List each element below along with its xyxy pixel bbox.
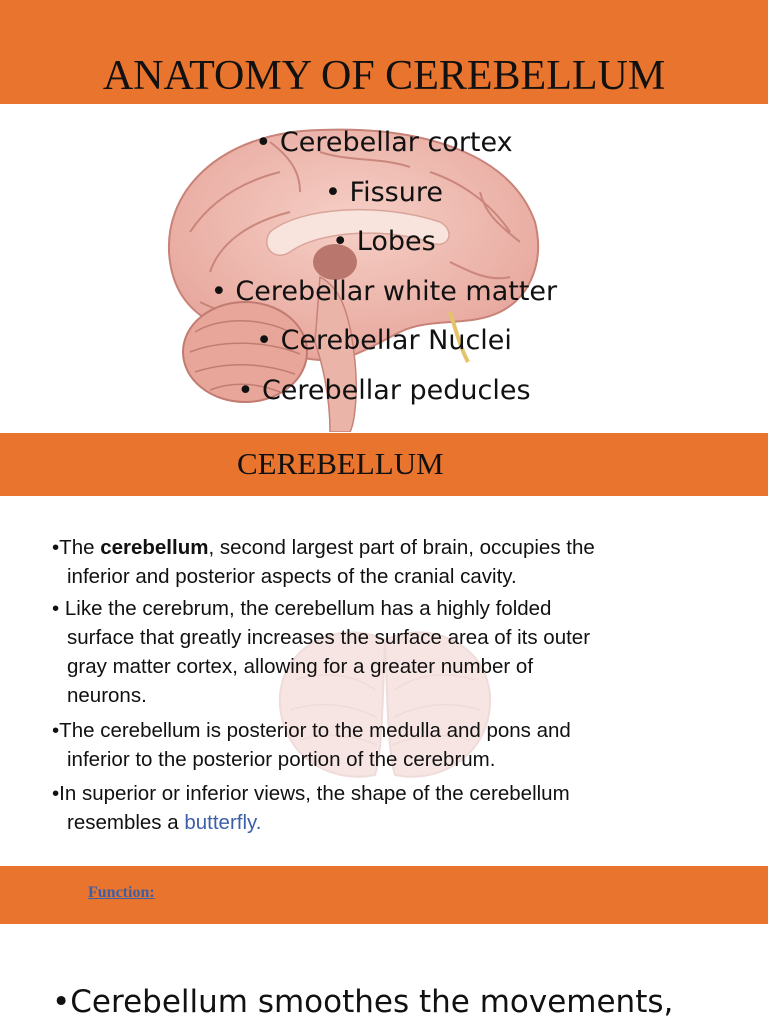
bold-term: cerebellum xyxy=(100,536,209,559)
function-bullet: •Cerebellum smoothes the movements, xyxy=(52,984,674,1020)
paragraph-definition xyxy=(52,533,722,591)
paragraph-text: , second largest part of brain, occupies the xyxy=(208,536,595,559)
paragraph-text: inferior to the posterior portion of the cerebrum. xyxy=(67,748,496,771)
list-item: • Cerebellar Nuclei xyxy=(0,316,768,366)
paragraph-position xyxy=(52,716,722,774)
paragraph-text: •The cerebellum is posterior to the medulla and pons and xyxy=(52,719,571,742)
paragraph-folding xyxy=(52,594,722,710)
paragraph-line xyxy=(52,808,722,837)
paragraph-text: neurons. xyxy=(67,684,147,707)
paragraph-text: • Like the cerebrum, the cerebellum has a highly folded xyxy=(52,597,552,620)
paragraph-text: gray matter cortex, allowing for a greater number of xyxy=(67,655,534,678)
paragraph-text: •The xyxy=(52,536,101,559)
paragraph-text: inferior and posterior aspects of the cranial cavity. xyxy=(67,565,517,588)
paragraph-text: resembles a xyxy=(67,811,185,834)
list-item: • Fissure xyxy=(0,168,768,218)
list-item: • Lobes xyxy=(0,217,768,267)
cerebellum-parts-list xyxy=(0,118,768,416)
paragraph-text: •In superior or inferior views, the shape of the cerebellum xyxy=(52,782,570,805)
list-item: • Cerebellar cortex xyxy=(0,118,768,168)
list-item: • Cerebellar white matter xyxy=(0,267,768,317)
function-link[interactable]: Function: xyxy=(88,884,155,901)
paragraph-shape xyxy=(52,779,722,837)
butterfly-link[interactable]: butterfly. xyxy=(184,811,262,834)
list-item: • Cerebellar peducles xyxy=(0,366,768,416)
paragraph-text: surface that greatly increases the surface area of its outer xyxy=(67,626,591,649)
slide-title: ANATOMY OF CEREBELLUM xyxy=(102,53,666,99)
section-title: CEREBELLUM xyxy=(237,446,444,481)
